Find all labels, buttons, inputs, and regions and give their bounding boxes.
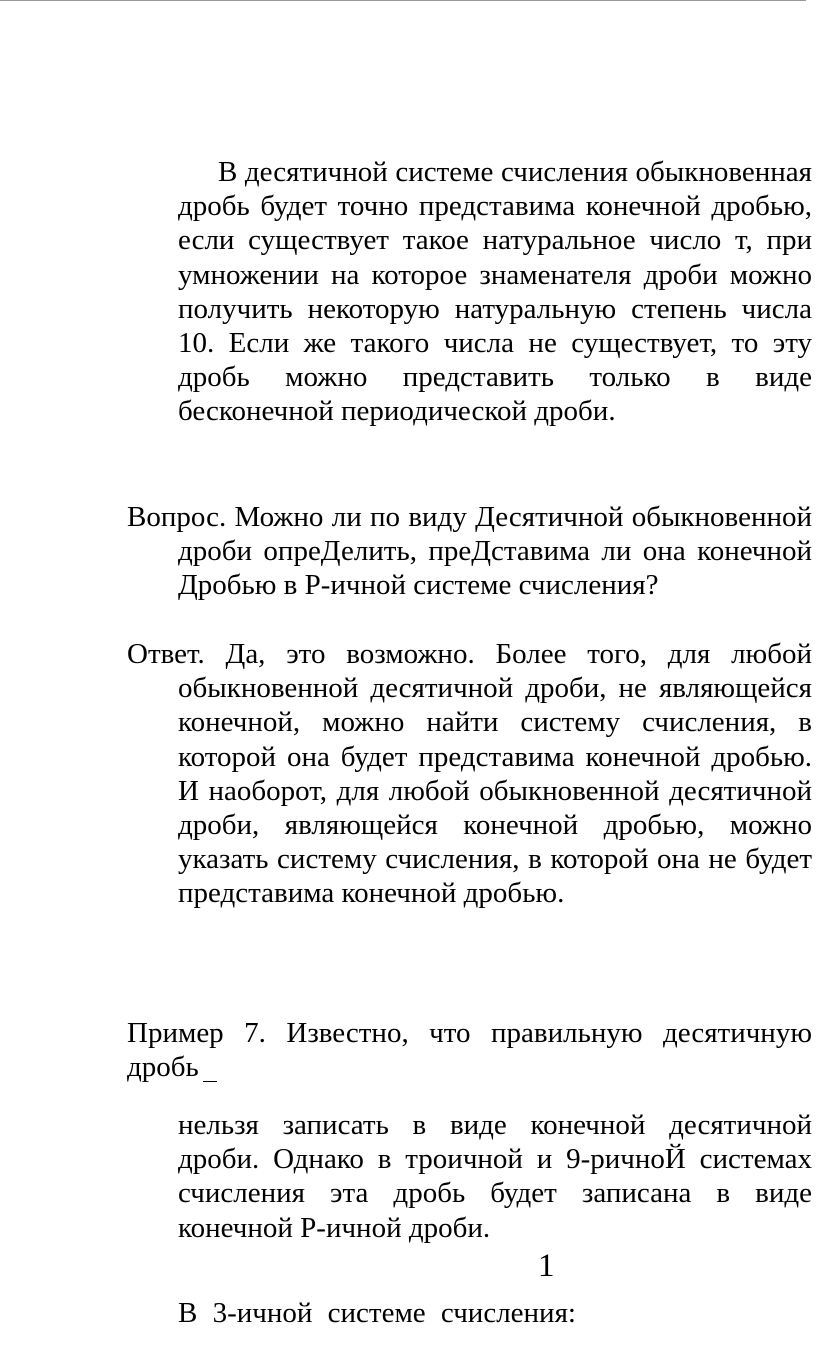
top-rule — [0, 0, 806, 1]
example-paragraph — [127, 1016, 812, 1084]
paragraph-decimal-fractions: В десятичной системе счисления обыкновенная дробь будет точно представима конечной дробью, если существует такое натуральное число т, при умножении на которое знаменателя дроби можно получить некоторую натуральную степень числа 10. Если же такого числа не существует, то эту дробь можно представить только в виде бесконечной периодической дроби. — [178, 156, 812, 428]
fraction-placeholder — [203, 1081, 217, 1082]
question-paragraph: Вопрос. Можно ли по виду Десятичной обыкновенной дроби опреДелить, преДставима ли она конечной Дробью в Р-ичной системе счисления? — [127, 501, 812, 602]
example-text: Пример 7. Известно, что правильную десятичную дробь — [127, 1017, 812, 1084]
answer-paragraph: Ответ. Да, это возможно. Более того, для любой обыкновенной десятичной дроби, не являющейся конечной, можно найти систему счисления, в которой она будет представима конечной дробью. И наоборот, для любой обыкновенной десятичной дроби, являющейся конечной дробью, можно указать систему счисления, в которой она не будет представима конечной дробью. — [127, 638, 812, 910]
page-number: 1 — [538, 1248, 555, 1284]
example-continuation-paragraph: нельзя записать в виде конечной десятичной дроби. Однако в троичной и 9-ричноЙ системах счисления эта дробь будет записана в виде конечной Р-ичной дроби. — [178, 1109, 812, 1244]
ternary-system-line: В 3-ичной системе счисления: — [178, 1297, 576, 1329]
